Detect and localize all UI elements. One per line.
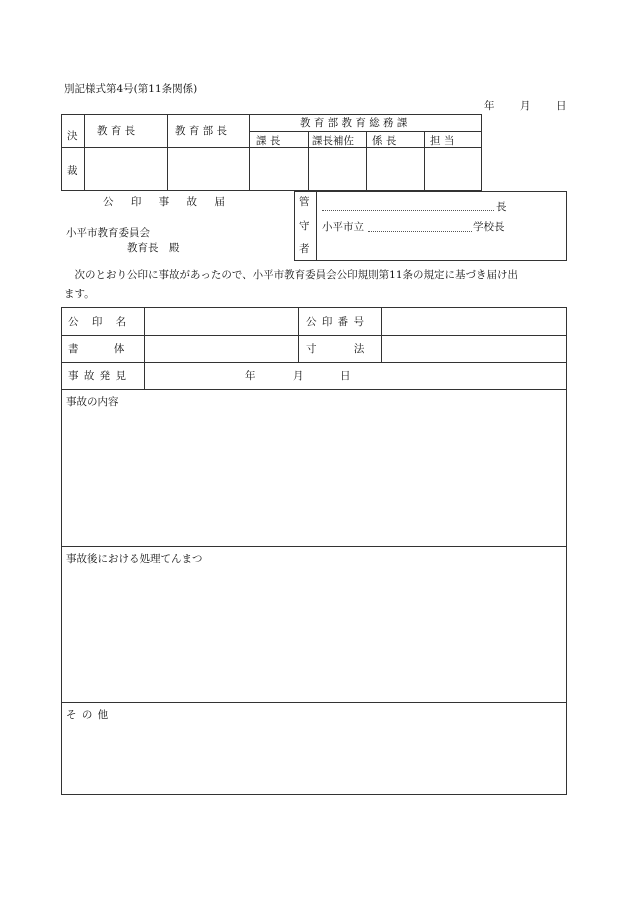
statement-line-2: ます。 (64, 288, 95, 300)
dimensions-label: 寸 法 (306, 343, 365, 355)
incident-discovery-label: 事 故 発 見 (68, 370, 127, 382)
school-suffix: 学校長 (473, 221, 505, 233)
incident-day: 日 (340, 370, 351, 382)
statement-line-1: 次のとおり公印に事故があったので、小平市教育委員会公印規則第11条の規定に基づき届け出 (64, 269, 519, 281)
date-day: 日 (556, 100, 567, 112)
custodian-char-2: 守 (299, 220, 310, 232)
date-year: 年 (484, 100, 495, 112)
col-staff: 担 当 (430, 135, 455, 147)
incident-content-label: 事故の内容 (66, 396, 119, 408)
decision-label-2: 裁 (67, 165, 78, 177)
date-month: 月 (520, 100, 531, 112)
form-number-label: 別記様式第4号(第11条関係) (64, 83, 198, 95)
other-label: そ の 他 (66, 709, 109, 721)
seal-number-label: 公 印 番 号 (306, 316, 365, 328)
incident-year: 年 (245, 370, 256, 382)
col-director: 教 育 部 長 (175, 125, 228, 137)
col-superintendent: 教 育 長 (97, 125, 136, 137)
main-form-table (61, 307, 567, 795)
col-deputy-chief: 課長補佐 (312, 135, 354, 147)
col-section-chief: 課 長 (256, 135, 281, 147)
school-prefix: 小平市立 (322, 221, 364, 233)
custodian-char-1: 管 (299, 196, 310, 208)
custodian-char-3: 者 (299, 243, 310, 255)
incident-month: 月 (293, 370, 304, 382)
dept-name: 教 育 部 教 育 総 務 課 (300, 117, 408, 129)
addressee-name: 教育長 殿 (127, 242, 180, 254)
col-unit-chief: 係 長 (372, 135, 397, 147)
seal-name-label: 公 印 名 (68, 316, 127, 328)
notice-title: 公 印 事 故 届 (103, 196, 225, 208)
typeface-label: 書 体 (68, 343, 125, 355)
addressee-org: 小平市教育委員会 (66, 227, 150, 239)
post-handling-label: 事故後における処理てんまつ (66, 553, 203, 565)
decision-label-1: 決 (67, 130, 78, 142)
custodian-suffix: 長 (496, 201, 507, 213)
